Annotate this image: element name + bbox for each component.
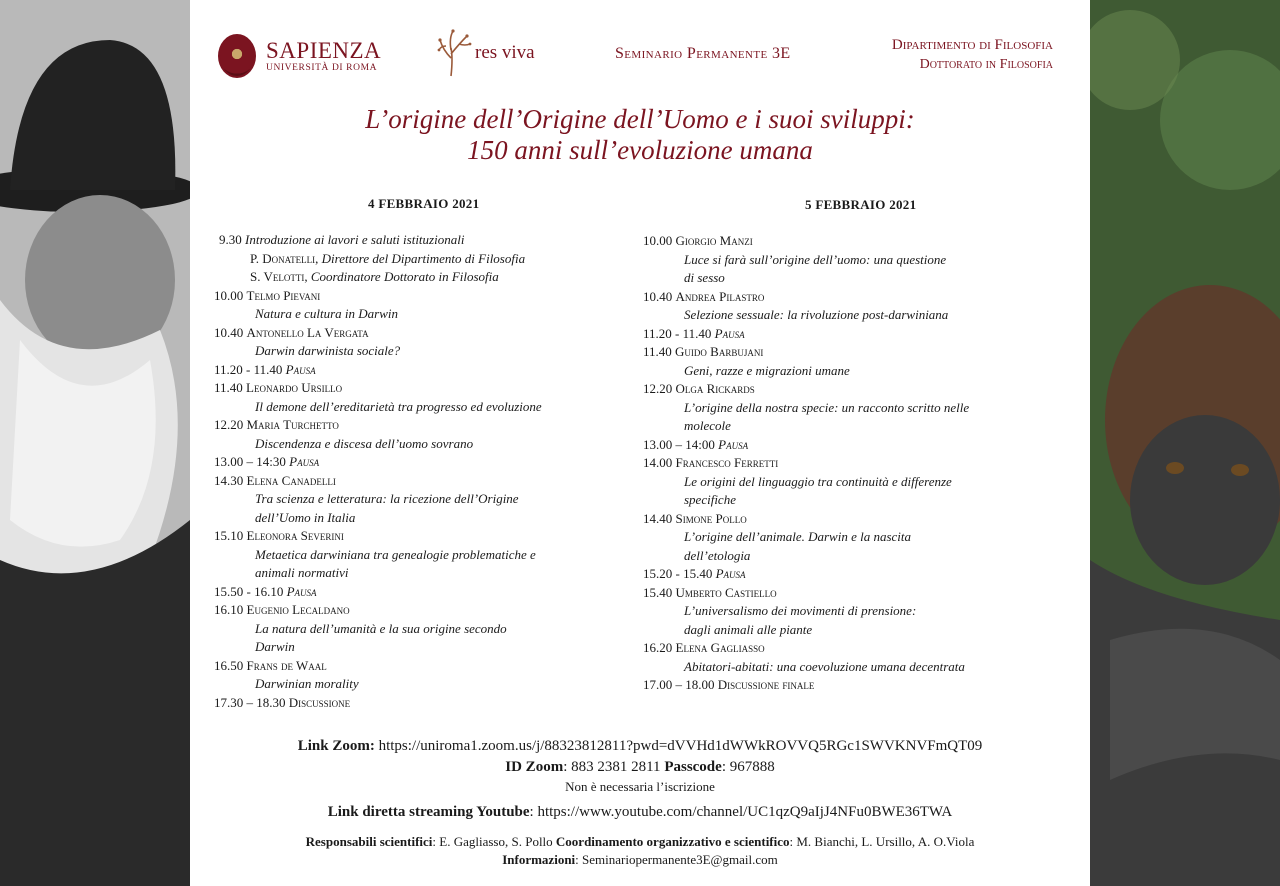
program-row [214,287,542,306]
informazioni-label: Informazioni [502,852,576,867]
registration-note: Non è necessaria l’iscrizione [565,779,715,794]
time: 11.20 - 11.40 [643,325,712,341]
speaker-name: Andrea Pilastro [675,288,765,304]
program-row [214,472,542,491]
coordinamento-label: Coordinamento organizzativo e scientifico [555,834,790,849]
time: 13.00 – 14:30 [214,454,286,469]
time: 11.20 - 11.40 [214,361,283,377]
gorilla-illustration [1090,0,1280,886]
pause-label: Pausa [714,325,745,341]
zoom-id-label: ID Zoom [505,759,564,775]
speaker-name: Maria Turchetto [246,417,339,432]
pause-row [643,436,969,455]
program-row [643,510,969,529]
contact-line [190,852,1090,868]
resviva-text: res viva [475,42,535,63]
zoom-id-line [190,759,1090,776]
talk-title: L’origine dell’animale. Darwin e la nascita [684,529,911,544]
time: 10.00 [214,287,244,303]
dipartimento-line1: Dipartimento di Filosofia [891,37,1053,53]
talk-title-cont: animali normativi [255,565,349,580]
dipartimento-label [892,36,1053,74]
talk-title: Tra scienza e letteratura: la ricezione dell’Origine [255,491,519,506]
program-row [214,527,542,546]
discussion-row [643,676,969,695]
time: 10.40 [214,324,244,340]
program-row [214,324,542,343]
speaker-name: S. Velotti, [250,269,308,284]
speaker-name: Leonardo Ursillo [246,380,343,395]
time: 10.40 [643,288,673,304]
program-row [214,268,542,287]
contact-email[interactable]: : Seminariopermanente3E@gmail.com [575,852,778,867]
time: 15.40 [643,584,673,600]
speaker-name: Frans de Waal [246,657,327,673]
passcode-value: : 967888 [721,759,775,775]
sapienza-logo[interactable] [218,34,381,78]
discussion-row [214,694,542,713]
talk-title-cont: di sesso [684,270,725,285]
time: 14.30 [214,472,244,488]
speaker-name: Simone Pollo [675,510,747,526]
sapienza-subtitle: UNIVERSITÀ DI ROMA [266,62,378,73]
program-row [643,288,969,307]
time: 17.30 – 18.30 [214,694,286,710]
talk-title: Il demone dell’ereditarietà tra progresso ed evoluzione [255,398,542,414]
program-row [643,584,969,603]
discussion-label: Discussione [288,694,351,710]
pause-row [214,583,542,602]
pause-label: Pausa [289,454,320,469]
talk-title: Darwin darwinista sociale? [255,343,401,358]
speaker-name: Eugenio Lecaldano [246,602,350,617]
resviva-logo[interactable] [437,28,535,78]
time: 15.10 [214,528,244,543]
speaker-name: Antonello La Vergata [246,324,369,340]
talk-title: L’origine della nostra specie: un racconto scritto nelle [684,399,970,415]
youtube-url[interactable]: : https://www.youtube.com/channel/UC1qzQ9aIjJ4NFu0BWE36TWA [529,804,953,820]
darwin-portrait-illustration [0,0,190,886]
responsabili-label: Responsabili scientifici [305,834,433,849]
program-row [214,379,542,398]
talk-title-cont: molecole [684,418,731,433]
time: 12.20 [214,417,244,432]
page-title [190,104,1090,166]
title-line2: 150 anni sull’evoluzione umana [467,135,813,165]
program-row [214,250,542,269]
time: 16.20 [643,640,673,655]
pause-row [643,565,969,584]
speaker-name: Eleonora Severini [246,528,344,543]
time: 16.10 [214,602,244,617]
pause-row [214,453,542,472]
program-row [643,454,969,473]
sapienza-name: SAPIENZA [266,37,382,63]
talk-title-cont: dagli animali alle piante [684,621,813,637]
responsabili-value: : E. Gagliasso, S. Pollo [432,834,553,849]
talk-title: L’universalismo dei movimenti di prensione: [684,603,917,618]
pause-row [643,325,969,344]
speaker-name: Elena Gagliasso [675,640,765,655]
time: 11.40 [214,380,243,395]
pause-row [214,361,542,380]
dipartimento-line2: Dottorato in Filosofia [919,57,1053,72]
youtube-label: Link diretta streaming Youtube [327,804,530,820]
discussion-label: Discussione finale [717,677,815,692]
seminario-label: Seminario Permanente 3E [615,45,791,62]
pause-label: Pausa [718,436,749,452]
time: 9.30 [219,232,242,247]
zoom-link-label: Link Zoom: [297,738,375,754]
time: 13.00 – 14:00 [643,436,715,452]
program-row [214,601,542,620]
speaker-name: Olga Rickards [675,381,755,396]
talk-title-cont: Darwin [255,639,295,654]
pause-label: Pausa [285,361,316,377]
talk-title: Natura e cultura in Darwin [255,306,399,321]
title-line1: L’origine dell’Origine dell’Uomo e i suoi sviluppi: [365,104,915,134]
talk-title: Abitatori-abitati: una coevoluzione umana decentrata [684,658,965,674]
talk-title: Introduzione ai lavori e saluti istituzionali [245,232,465,247]
credits-line [190,834,1090,850]
time: 17.00 – 18.00 [643,677,715,692]
program-row [643,639,969,658]
speaker-role: Coordinatore Dottorato in Filosofia [310,269,499,284]
talk-title: Darwinian morality [255,676,359,691]
time: 16.50 [214,657,244,673]
passcode-label: Passcode [664,759,722,775]
talk-title: Metaetica darwiniana tra genealogie problematiche e [255,546,536,562]
zoom-id-value: : 883 2381 2811 [563,759,661,775]
day1-heading: 4 FEBBRAIO 2021 [368,196,480,211]
speaker-name: Elena Canadelli [246,472,336,488]
pause-label: Pausa [286,583,317,599]
talk-title: Discendenza e discesa dell’uomo sovrano [255,435,474,451]
time: 12.20 [643,381,673,396]
talk-title: Luce si farà sull’origine dell’uomo: una questione [684,251,947,267]
pause-label: Pausa [715,566,746,581]
talk-title: Selezione sessuale: la rivoluzione post-darwiniana [684,307,949,322]
youtube-line [190,804,1090,821]
program-row [643,232,969,251]
day1-program [214,231,542,712]
talk-title-cont: dell’etologia [684,547,751,563]
speaker-name: Umberto Castiello [675,584,777,600]
speaker-role: Direttore del Dipartimento di Filosofia [321,250,526,266]
program-row [643,380,969,399]
zoom-link-url[interactable]: https://uniroma1.zoom.us/j/88323812811?pwd=dVVHd1dWWkROVVQ5RGc1SWVKNVFmQT09 [378,738,983,754]
speaker-name: Francesco Ferretti [675,455,779,470]
talk-title: La natura dell’umanità e la sua origine secondo [255,620,507,636]
speaker-name: Telmo Pievani [246,287,321,303]
time: 11.40 [643,344,672,359]
program-row [214,657,542,676]
talk-title-cont: specifiche [684,492,736,507]
day2-program [643,232,969,695]
time: 15.50 - 16.10 [214,583,284,599]
program-row [643,343,969,362]
gorilla-photo [1090,0,1280,886]
time: 14.40 [643,510,673,526]
time: 15.20 - 15.40 [643,566,713,581]
zoom-link-line [190,738,1090,755]
talk-title: Geni, razze e migrazioni umane [684,362,850,378]
talk-title-cont: dell’Uomo in Italia [255,509,356,525]
coordinamento-value: : M. Bianchi, L. Ursillo, A. O.Viola [789,834,975,849]
header [190,30,1090,90]
time: 10.00 [643,233,673,248]
talk-title: Le origini del linguaggio tra continuità e differenze [684,473,952,489]
time: 14.00 [643,455,673,470]
speaker-name: P. Donatelli, [250,250,319,266]
darwin-portrait-photo [0,0,190,886]
program-row [214,231,542,250]
day2-heading: 5 FEBBRAIO 2021 [805,197,917,212]
speaker-name: Guido Barbujani [675,344,764,359]
speaker-name: Giorgio Manzi [675,233,753,248]
tree-icon [437,28,473,78]
program-row [214,416,542,435]
sapienza-seal-icon [218,34,256,78]
